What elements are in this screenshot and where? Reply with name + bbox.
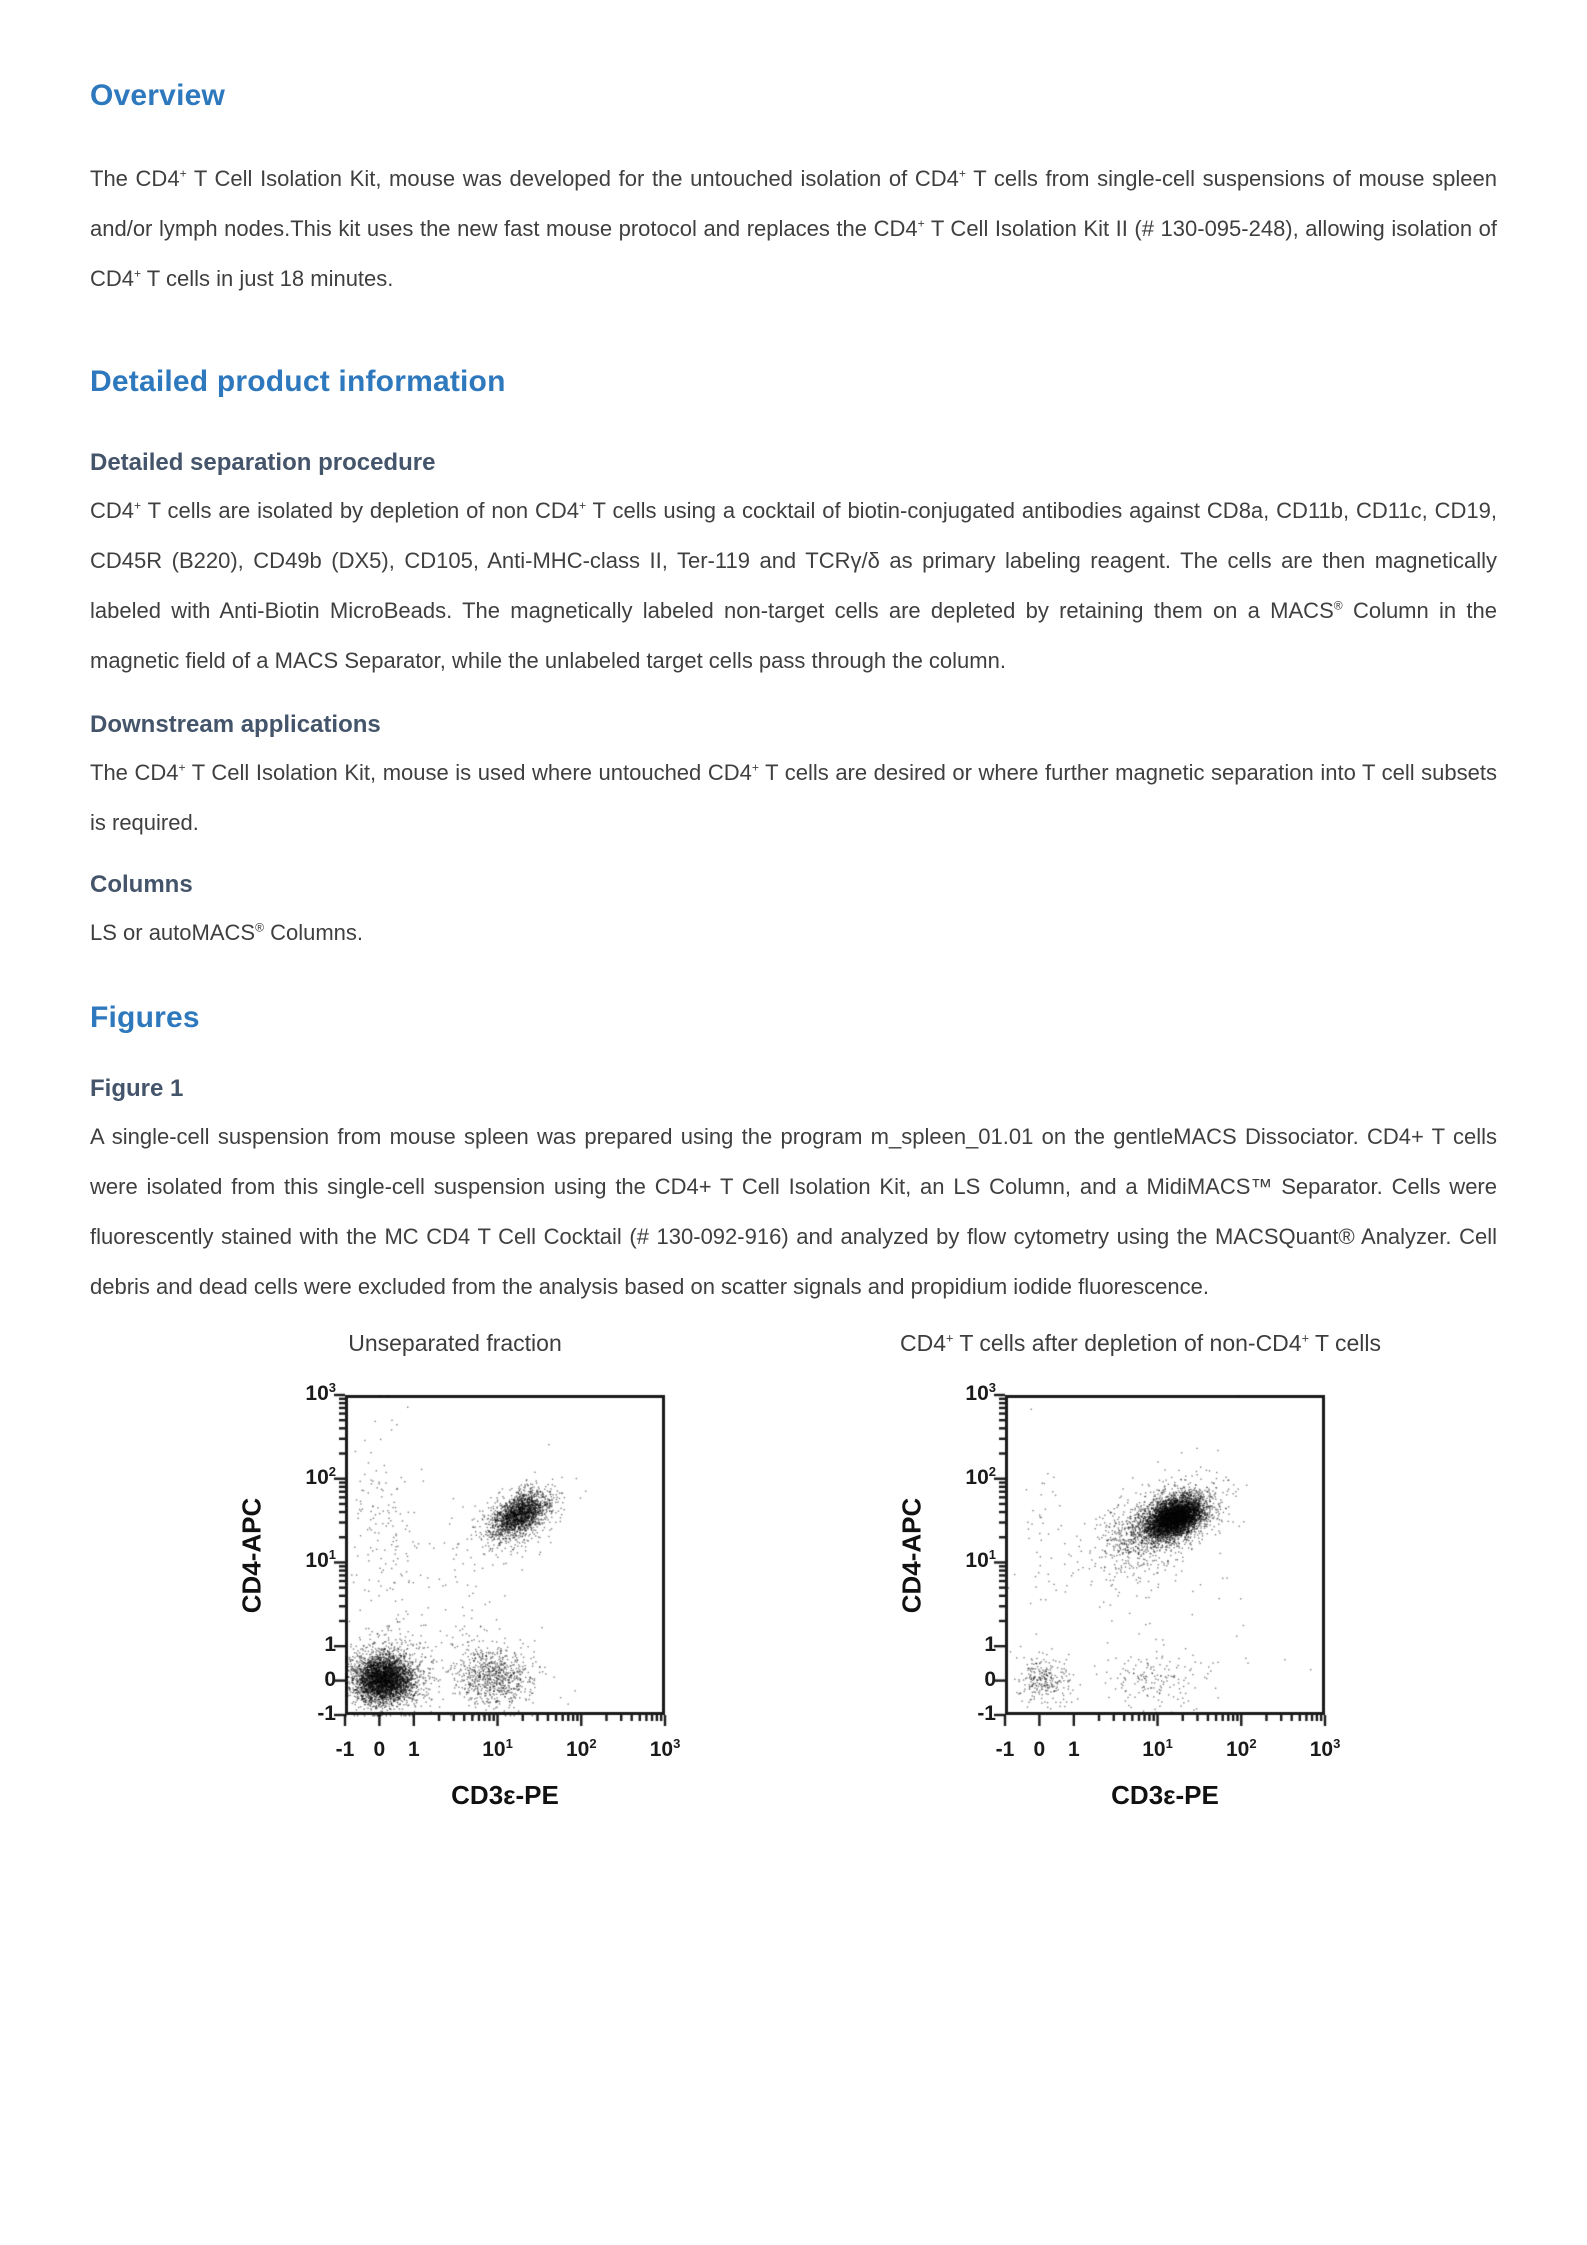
plot-title-depleted: CD4+ T cells after depletion of non-CD4+ T cells xyxy=(900,1330,1381,1356)
x-axis-label: CD3ε-PE xyxy=(451,1780,559,1810)
y-axis-label: CD4-APC xyxy=(896,1497,927,1614)
figures-heading: Figures xyxy=(90,1001,200,1034)
x-tick-label: -1 xyxy=(995,1738,1015,1761)
y-tick-label: $10^1$ xyxy=(305,1547,336,1573)
columns-heading: Columns xyxy=(90,871,193,898)
y-tick-label: $10^2$ xyxy=(305,1463,336,1489)
x-tick-label: -1 xyxy=(335,1738,355,1761)
separation-procedure-heading: Detailed separation procedure xyxy=(90,449,436,476)
x-tick-label: $10^1$ xyxy=(1142,1736,1173,1761)
x-tick-label: $10^2$ xyxy=(565,1736,597,1761)
scatter-canvas xyxy=(988,1392,1328,1732)
detailed-product-information-heading: Detailed product information xyxy=(90,365,506,398)
downstream-applications-heading: Downstream applications xyxy=(90,711,381,738)
downstream-applications-paragraph: The CD4+ T Cell Isolation Kit, mouse is used where untouched CD4+ T cells are desired or where further magnetic separation into T cell subsets is required. xyxy=(90,760,1497,835)
x-tick-label: $10^2$ xyxy=(1225,1736,1257,1761)
y-tick-label: 1 xyxy=(324,1633,336,1657)
y-tick-label: 1 xyxy=(984,1633,996,1657)
y-tick-label: -1 xyxy=(977,1702,996,1725)
y-tick-label: 0 xyxy=(984,1667,996,1691)
figure-panel-depleted xyxy=(896,1322,1381,1834)
overview-heading: Overview xyxy=(90,79,226,112)
y-tick-label: -1 xyxy=(317,1702,336,1725)
y-tick-label: 0 xyxy=(324,1667,336,1691)
columns-paragraph: LS or autoMACS® Columns. xyxy=(90,920,364,945)
figure1-heading: Figure 1 xyxy=(90,1075,184,1102)
x-tick-label: $10^3$ xyxy=(1309,1736,1341,1761)
plot-title-unseparated: Unseparated fraction xyxy=(348,1330,562,1356)
figure1-panels xyxy=(90,1322,1497,1834)
x-tick-label: 1 xyxy=(407,1738,420,1761)
x-tick-label: 0 xyxy=(373,1738,386,1761)
y-axis-label: CD4-APC xyxy=(236,1497,267,1614)
scatter-plot-depleted xyxy=(965,1380,1341,1761)
x-tick-label: $10^1$ xyxy=(482,1736,513,1761)
x-tick-label: 1 xyxy=(1067,1738,1080,1761)
scatter-plot-unseparated xyxy=(305,1380,681,1761)
y-tick-label: $10^3$ xyxy=(305,1380,336,1405)
scatter-canvas xyxy=(328,1392,668,1732)
figure-panel-unseparated xyxy=(236,1322,681,1834)
y-tick-label: $10^1$ xyxy=(965,1547,996,1573)
overview-paragraph: The CD4+ T Cell Isolation Kit, mouse was developed for the untouched isolation of CD4+ T cells from single-cell suspensions of mouse spleen and/or lymph nodes.This kit uses the new fast mouse protocol and replaces the CD4+ T Cell Isolation Kit II (# 130-095-248), allowing isolation of CD4+ T cells in just 18 minutes. xyxy=(90,166,1497,291)
y-tick-label: $10^2$ xyxy=(965,1463,996,1489)
y-tick-label: $10^3$ xyxy=(965,1380,996,1405)
x-tick-label: 0 xyxy=(1033,1738,1046,1761)
separation-procedure-paragraph: CD4+ T cells are isolated by depletion of non CD4+ T cells using a cocktail of biotin-conjugated antibodies against CD8a, CD11b, CD11c, CD19, CD45R (B220), CD49b (DX5), CD105, Anti-MHC-class II, Ter-119 and TCRγ/δ as primary labeling reagent. The cells are then magnetically labeled with Anti-Biotin MicroBeads. The magnetically labeled non-target cells are depleted by retaining them on a MACS® Column in the magnetic field of a MACS Separator, while the unlabeled target cells pass through the column. xyxy=(90,498,1497,673)
figure1-caption: A single-cell suspension from mouse spleen was prepared using the program m_spleen_01.01 on the gentleMACS Dissociator. CD4+ T cells were isolated from this single-cell suspension using the CD4+ T Cell Isolation Kit, an LS Column, and a MidiMACS™ Separator. Cells were fluorescently stained with the MC CD4 T Cell Cocktail (# 130-092-916) and analyzed by flow cytometry using the MACSQuant® Analyzer. Cell debris and dead cells were excluded from the analysis based on scatter signals and propidium iodide fluorescence. xyxy=(90,1124,1497,1299)
x-tick-label: $10^3$ xyxy=(649,1736,681,1761)
x-axis-label: CD3ε-PE xyxy=(1111,1780,1219,1810)
